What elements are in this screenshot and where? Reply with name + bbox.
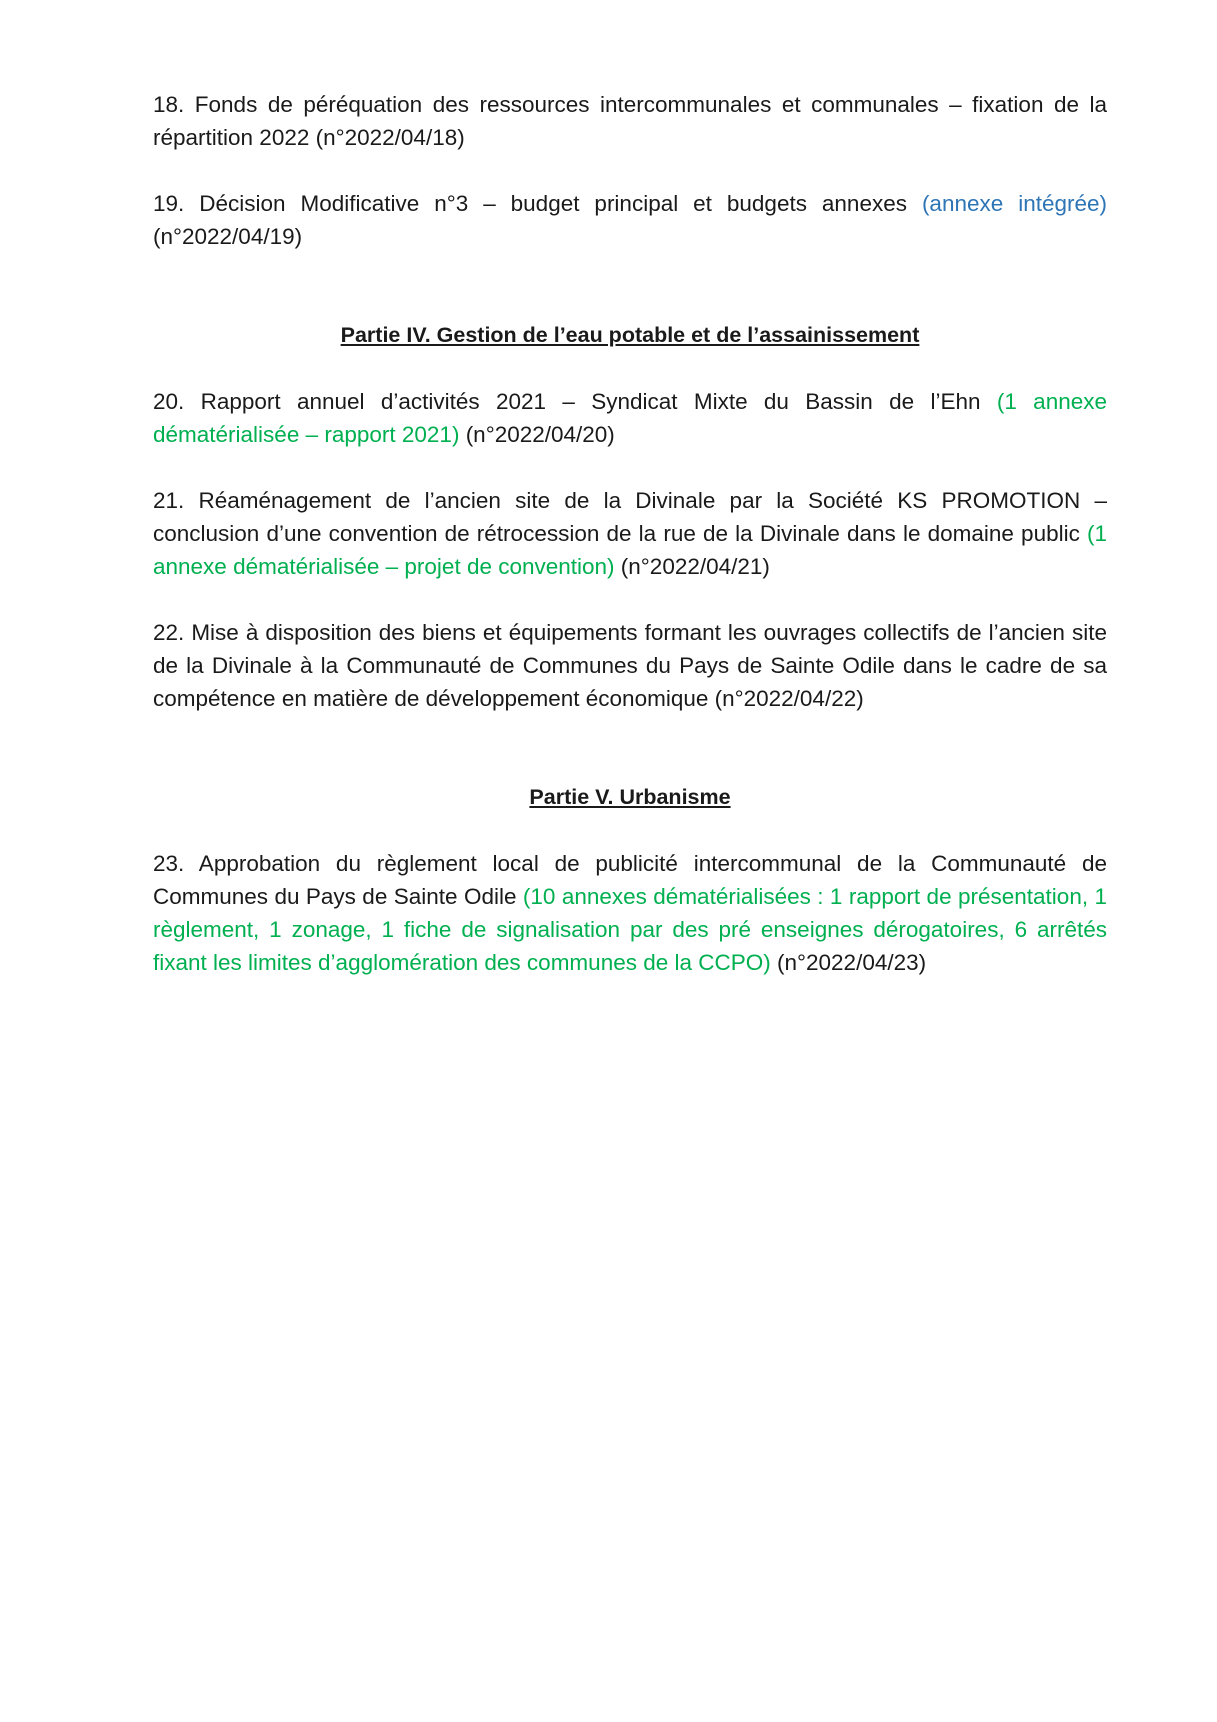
agenda-item-21 (153, 484, 1107, 583)
section-heading-part-4: Partie IV. Gestion de l’eau potable et de l’assainissement (340, 323, 920, 347)
agenda-item-20 (153, 385, 1107, 451)
page-content (153, 88, 1107, 979)
item-23-annex-note: (10 annexes dématérialisées : 1 rapport de présentation, 1 règlement, 1 zonage, 1 fiche de signalisation par des pré enseignes dérogatoires, 6 arrêtés fixant les limites d’agglomération des communes de la CCPO) (153, 884, 1107, 975)
spacer (153, 451, 1107, 484)
agenda-item-23 (153, 847, 1107, 979)
spacer (153, 253, 1107, 319)
item-21-annex-note: (1 annexe dématérialisée – projet de convention) (153, 521, 1107, 579)
item-19-annex-note: (annexe intégrée) (921, 191, 1108, 216)
item-19-ref: (n°2022/04/19) (153, 224, 303, 249)
spacer (153, 814, 1107, 847)
spacer (153, 583, 1107, 616)
item-18-text: 18. Fonds de péréquation des ressources intercommunales et communales – fixation de la répartition 2022 (n°2022/04/18) (153, 92, 1107, 150)
agenda-item-19 (153, 187, 1107, 253)
item-20-annex-note: (1 annexe dématérialisée – rapport 2021) (153, 389, 1107, 447)
spacer (153, 154, 1107, 187)
agenda-item-18 (153, 88, 1107, 154)
item-23-text: 23. Approbation du règlement local de publicité intercommunal de la Communauté de Communes du Pays de Sainte Odile (153, 851, 1107, 909)
item-23-ref: (n°2022/04/23) (770, 950, 927, 975)
spacer (153, 352, 1107, 385)
spacer (153, 715, 1107, 781)
item-20-text: 20. Rapport annuel d’activités 2021 – Syndicat Mixte du Bassin de l’Ehn (153, 389, 997, 414)
item-21-ref: (n°2022/04/21) (614, 554, 770, 579)
item-20-ref: (n°2022/04/20) (459, 422, 615, 447)
section-heading-part-5: Partie V. Urbanisme (529, 785, 731, 809)
item-21-text: 21. Réaménagement de l’ancien site de la Divinale par la Société KS PROMOTION – conclusion d’une convention de rétrocession de la rue de la Divinale dans le domaine public (153, 488, 1107, 546)
item-22-text: 22. Mise à disposition des biens et équipements formant les ouvrages collectifs de l’ancien site de la Divinale à la Communauté de Communes du Pays de Sainte Odile dans le cadre de sa compétence en matière de développement économique (n°2022/04/22) (153, 620, 1107, 711)
agenda-item-22 (153, 616, 1107, 715)
item-19-text: 19. Décision Modificative n°3 – budget principal et budgets annexes (153, 191, 922, 216)
